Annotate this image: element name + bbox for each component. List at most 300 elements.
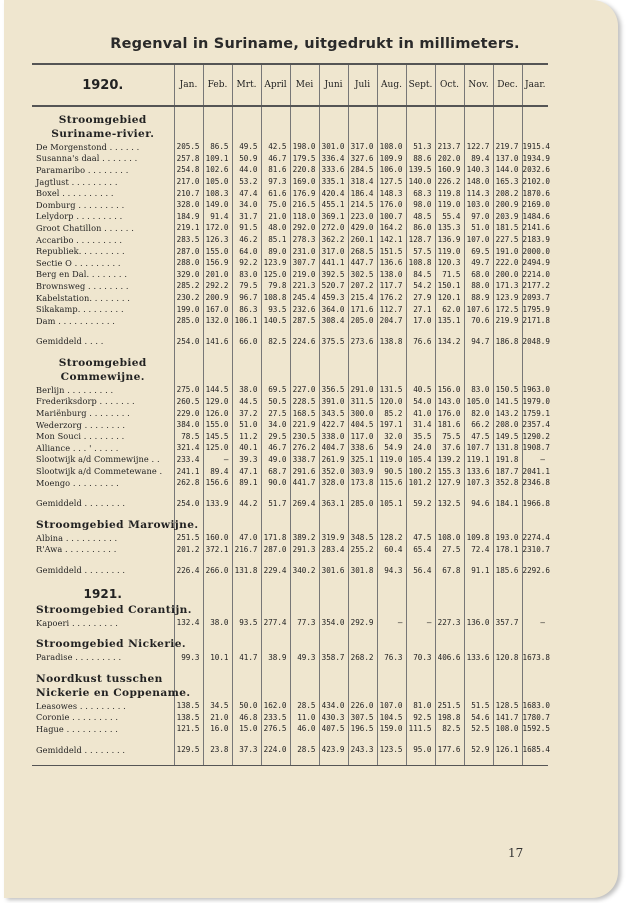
table-row-label: Mon Souci . . . . . . . . (36, 431, 125, 442)
month-header: Juli (348, 64, 377, 106)
table-cell: 277.4 (261, 617, 290, 629)
table-cell: 223.0 (348, 211, 377, 223)
table-row (32, 153, 548, 165)
table-cell: 129.0 (203, 396, 232, 408)
table-cell (435, 663, 464, 672)
table-row (32, 222, 548, 234)
table-cell (377, 113, 406, 127)
table-cell (203, 488, 232, 497)
table-cell (464, 555, 493, 564)
table-cell: 275.0 (174, 384, 203, 396)
table-cell (348, 509, 377, 518)
table-row-label: Sectie O . . . . . . . . . (36, 257, 121, 268)
table-cell (377, 735, 406, 744)
table-cell (464, 686, 493, 700)
table-cell: 79.8 (261, 280, 290, 292)
table-cell: 125.0 (203, 442, 232, 454)
table-cell (377, 370, 406, 384)
table-body (32, 106, 548, 766)
table-cell (348, 127, 377, 141)
table-cell: 49.3 (290, 651, 319, 663)
table-cell: 127.5 (377, 176, 406, 188)
table-cell: 420.4 (319, 187, 348, 199)
table-cell: 221.3 (290, 280, 319, 292)
table-cell: 362.2 (319, 234, 348, 246)
table-row (32, 234, 548, 246)
table-cell: 21.0 (203, 712, 232, 724)
table-row (32, 141, 548, 153)
table-cell: 208.0 (493, 419, 522, 431)
table-cell (174, 113, 203, 127)
table-cell: 261.9 (319, 454, 348, 466)
table-cell: 115.6 (377, 477, 406, 489)
table-cell: 283.5 (174, 234, 203, 246)
table-cell: 27.9 (406, 292, 435, 304)
table-cell (493, 637, 522, 651)
table-cell: 406.6 (435, 651, 464, 663)
table-cell: 389.2 (290, 532, 319, 544)
section-heading (32, 356, 548, 370)
table-cell (319, 327, 348, 336)
table-cell (203, 370, 232, 384)
table-cell: 441.1 (319, 257, 348, 269)
table-cell: 133.9 (203, 497, 232, 509)
table-row (32, 280, 548, 292)
month-header: Oct. (435, 64, 464, 106)
table-cell: 268.2 (348, 651, 377, 663)
table-cell: 1759.1 (522, 408, 550, 418)
table-cell (261, 637, 290, 651)
table-cell: 62.0 (435, 303, 464, 315)
table-cell: 97.3 (261, 176, 290, 188)
table-cell: 191.8 (493, 454, 522, 466)
table-cell: 1673.8 (522, 652, 550, 662)
table-cell: 105.4 (406, 454, 435, 466)
table-row (32, 544, 548, 556)
table-cell: 117.7 (377, 280, 406, 292)
table-cell: 2183.9 (522, 235, 550, 245)
table-cell: 336.4 (319, 153, 348, 165)
table-row (32, 164, 548, 176)
table-cell: 227.5 (493, 234, 522, 246)
table-cell (319, 603, 348, 617)
table-cell: 129.5 (174, 744, 203, 756)
table-cell: 91.5 (232, 222, 261, 234)
table-cell (522, 672, 548, 686)
table-cell (203, 755, 232, 766)
table-cell: 52.5 (464, 723, 493, 735)
table-cell: 140.3 (464, 164, 493, 176)
table-cell (493, 603, 522, 617)
table-cell: 128.7 (406, 234, 435, 246)
table-cell: 224.6 (290, 336, 319, 348)
table-cell: 89.0 (261, 245, 290, 257)
table-cell: 92.5 (406, 712, 435, 724)
table-cell (464, 663, 493, 672)
table-cell (493, 672, 522, 686)
table-cell (377, 555, 406, 564)
table-row-label: Paramaribo . . . . . . . . (36, 164, 129, 175)
table-cell (232, 518, 261, 532)
table-cell (203, 663, 232, 672)
table-cell: 68.0 (464, 269, 493, 281)
table-cell: 357.7 (493, 617, 522, 629)
table-cell (435, 347, 464, 356)
table-cell (261, 628, 290, 637)
table-cell (464, 509, 493, 518)
table-cell (261, 509, 290, 518)
table-cell: 141.7 (493, 712, 522, 724)
table-cell: 125.0 (261, 269, 290, 281)
table-cell: 46.7 (261, 442, 290, 454)
month-header: Nov. (464, 64, 493, 106)
table-cell (232, 347, 261, 356)
table-cell: 61.6 (261, 187, 290, 199)
table-row (32, 419, 548, 431)
table-cell: 302.5 (348, 269, 377, 281)
table-cell (493, 663, 522, 672)
table-cell: 65.4 (406, 544, 435, 556)
table-cell: 151.5 (377, 245, 406, 257)
table-cell: 171.6 (348, 303, 377, 315)
table-row (32, 617, 548, 629)
table-cell (377, 347, 406, 356)
table-row (32, 199, 548, 211)
spacer-row-label (32, 576, 174, 585)
table-cell (290, 686, 319, 700)
table-cell: 199.0 (174, 303, 203, 315)
table-cell: 148.0 (464, 176, 493, 188)
table-cell: 441.7 (290, 477, 319, 489)
table-cell (203, 113, 232, 127)
table-cell: 70.3 (406, 651, 435, 663)
table-cell (406, 106, 435, 113)
spacer-row (32, 628, 548, 637)
table-cell: 121.5 (174, 723, 203, 735)
table-cell: 284.5 (348, 164, 377, 176)
table-cell: 88.9 (464, 292, 493, 304)
table-cell: 76.6 (406, 336, 435, 348)
table-cell: 291.3 (290, 544, 319, 556)
table-cell: 94.7 (464, 336, 493, 348)
table-cell (232, 628, 261, 637)
table-cell: 138.8 (377, 336, 406, 348)
table-cell: 219.9 (493, 315, 522, 327)
table-cell (174, 585, 203, 603)
table-cell: 321.4 (174, 442, 203, 454)
table-cell: 176.9 (290, 187, 319, 199)
table-cell (203, 628, 232, 637)
table-cell: 186.4 (348, 187, 377, 199)
table-cell: 68.7 (261, 465, 290, 477)
table-cell (435, 509, 464, 518)
table-cell: 133.6 (464, 651, 493, 663)
table-cell: 126.1 (493, 744, 522, 756)
table-cell: 89.4 (203, 465, 232, 477)
table-cell (261, 603, 290, 617)
table-cell: 108.3 (203, 187, 232, 199)
table-cell: 2102.0 (522, 177, 550, 187)
table-cell: 2169.0 (522, 200, 550, 210)
table-cell (261, 327, 290, 336)
table-cell: 143.2 (493, 407, 522, 419)
table-cell: 38.0 (232, 384, 261, 396)
table-cell (348, 106, 377, 113)
table-cell (377, 755, 406, 766)
average-row-label: Gemiddeld . . . . . . . . (36, 565, 126, 576)
table-cell: 2048.9 (522, 336, 550, 346)
table-cell (493, 686, 522, 700)
table-cell: 16.0 (203, 723, 232, 735)
table-cell: 106.1 (232, 315, 261, 327)
table-cell: 447.7 (348, 257, 377, 269)
table-cell: 114.3 (464, 187, 493, 199)
table-cell: 66.2 (464, 419, 493, 431)
spacer-row (32, 106, 548, 113)
table-cell: 200.9 (493, 199, 522, 211)
table-cell: 107.3 (464, 477, 493, 489)
table-cell: 108.0 (377, 141, 406, 153)
table-cell: 1979.0 (522, 396, 550, 406)
table-cell: 119.0 (435, 199, 464, 211)
table-cell (435, 672, 464, 686)
table-cell (493, 347, 522, 356)
table-cell (290, 637, 319, 651)
table-cell: 120.1 (435, 292, 464, 304)
table-cell: 216.7 (232, 544, 261, 556)
table-cell: 41.7 (232, 651, 261, 663)
table-cell (290, 127, 319, 141)
table-cell: 300.0 (348, 407, 377, 419)
table-cell: 119.8 (435, 187, 464, 199)
table-cell: 148.3 (377, 187, 406, 199)
table-cell: 105.1 (377, 497, 406, 509)
table-cell: 88.6 (406, 153, 435, 165)
table-cell: 31.7 (232, 211, 261, 223)
table-cell (464, 735, 493, 744)
section-heading (32, 686, 548, 700)
table-cell (406, 518, 435, 532)
table-cell: 34.0 (261, 419, 290, 431)
table-cell (319, 127, 348, 141)
table-cell (493, 488, 522, 497)
table-cell: 213.7 (435, 141, 464, 153)
table-cell: 140.0 (406, 176, 435, 188)
table-cell: 29.5 (261, 430, 290, 442)
table-cell: 164.2 (377, 222, 406, 234)
table-cell (522, 755, 548, 766)
table-row-label: Frederiksdorp . . . . . . . (36, 396, 135, 407)
table-cell: 106.0 (377, 164, 406, 176)
table-cell: 49.0 (261, 454, 290, 466)
table-cell: 198.0 (290, 141, 319, 153)
table-cell: 44.0 (232, 164, 261, 176)
table-cell: 137.0 (493, 153, 522, 165)
table-cell: 88.0 (464, 280, 493, 292)
table-cell: 51.5 (464, 700, 493, 712)
table-cell (232, 356, 261, 370)
table-cell: 317.0 (319, 245, 348, 257)
section-heading-label: Nickerie en Coppename. (36, 687, 191, 699)
table-cell: 138.0 (377, 269, 406, 281)
table-cell: 120.3 (435, 257, 464, 269)
table-cell: 150.5 (493, 384, 522, 396)
spacer-row-label (32, 327, 174, 336)
table-cell (493, 509, 522, 518)
table-cell: 54.9 (377, 442, 406, 454)
table-cell: 285.0 (174, 315, 203, 327)
table-cell: 82.5 (261, 336, 290, 348)
table-cell: 71.5 (435, 269, 464, 281)
table-cell: 230.2 (174, 292, 203, 304)
table-cell (203, 585, 232, 603)
table-cell: 38.9 (261, 651, 290, 663)
spacer-row (32, 576, 548, 585)
table-row-label: Lelydorp . . . . . . . . . (36, 211, 123, 222)
table-cell: 60.4 (377, 544, 406, 556)
table-cell: 172.5 (493, 303, 522, 315)
table-cell: 55.4 (435, 211, 464, 223)
table-cell (203, 637, 232, 651)
table-cell (232, 576, 261, 585)
table-cell: 364.0 (319, 303, 348, 315)
table-cell: 107.6 (464, 303, 493, 315)
table-cell: 303.9 (348, 465, 377, 477)
table-cell: 46.8 (232, 712, 261, 724)
table-cell: 90.5 (377, 465, 406, 477)
section-heading (32, 672, 548, 686)
table-cell: 214.5 (348, 199, 377, 211)
table-cell (348, 370, 377, 384)
table-cell: 94.3 (377, 564, 406, 576)
table-cell (232, 127, 261, 141)
table-cell (522, 603, 548, 617)
table-cell: 307.7 (290, 257, 319, 269)
table-cell: 165.3 (493, 176, 522, 188)
table-cell: 205.0 (348, 315, 377, 327)
table-cell (377, 663, 406, 672)
table-cell: 226.4 (174, 564, 203, 576)
table-cell (261, 370, 290, 384)
table-cell (174, 663, 203, 672)
page-number: 17 (508, 846, 524, 860)
table-cell (174, 672, 203, 686)
table-cell: 159.0 (377, 723, 406, 735)
table-cell (174, 106, 203, 113)
table-cell (522, 518, 548, 532)
table-cell: 31.4 (406, 419, 435, 431)
table-cell (261, 127, 290, 141)
table-cell: 141.5 (493, 396, 522, 408)
table-cell (261, 555, 290, 564)
table-cell: 75.5 (435, 430, 464, 442)
year-heading-label: 1921. (83, 586, 122, 601)
table-cell: 144.0 (493, 164, 522, 176)
table-cell (348, 686, 377, 700)
table-cell: 81.0 (406, 700, 435, 712)
spacer-row-label (32, 488, 174, 497)
table-cell: 285.0 (348, 497, 377, 509)
table-cell: — (203, 454, 232, 466)
average-row (32, 564, 548, 576)
table-cell: 2093.7 (522, 293, 550, 303)
table-cell: 2357.4 (522, 420, 550, 430)
table-cell (406, 663, 435, 672)
table-cell: 226.0 (348, 700, 377, 712)
table-cell: 132.4 (174, 617, 203, 629)
table-cell (406, 576, 435, 585)
average-row (32, 336, 548, 348)
table-cell: 178.1 (493, 544, 522, 556)
table-cell (493, 127, 522, 141)
table-cell (232, 327, 261, 336)
table-cell: 272.0 (319, 222, 348, 234)
table-cell: 81.6 (261, 164, 290, 176)
table-row-label: Hague . . . . . . . . . . (36, 723, 118, 734)
table-cell: 96.7 (232, 292, 261, 304)
table-cell: 181.6 (435, 419, 464, 431)
table-cell (522, 370, 548, 384)
table-cell: 100.2 (406, 465, 435, 477)
table-row (32, 407, 548, 419)
table-cell (348, 637, 377, 651)
table-cell: 184.9 (174, 211, 203, 223)
table-row (32, 532, 548, 544)
table-cell: 176.2 (377, 292, 406, 304)
table-cell (464, 576, 493, 585)
table-cell: 177.6 (435, 744, 464, 756)
table-cell: 254.0 (174, 336, 203, 348)
table-cell: 338.7 (290, 454, 319, 466)
table-cell: 143.0 (435, 396, 464, 408)
table-cell (522, 576, 548, 585)
table-row (32, 187, 548, 199)
table-cell: 269.4 (290, 497, 319, 509)
table-cell (319, 106, 348, 113)
table-cell (435, 106, 464, 113)
table-cell: 139.5 (406, 164, 435, 176)
table-cell: 205.5 (174, 141, 203, 153)
table-cell (319, 356, 348, 370)
table-cell: 136.0 (464, 617, 493, 629)
table-row (32, 465, 548, 477)
table-cell: 292.0 (290, 222, 319, 234)
table-cell: 229.0 (174, 407, 203, 419)
section-heading-label: Stroomgebied Corantijn. (36, 603, 192, 616)
table-cell (319, 555, 348, 564)
table-cell: — (522, 617, 548, 629)
table-cell: 455.1 (319, 199, 348, 211)
table-cell: 69.5 (261, 384, 290, 396)
average-row-label: Gemiddeld . . . . (36, 336, 104, 347)
table-cell: — (377, 617, 406, 629)
table-cell: 422.7 (319, 419, 348, 431)
table-cell (493, 628, 522, 637)
table-cell (348, 755, 377, 766)
table-cell: 131.8 (232, 564, 261, 576)
table-cell: 169.0 (290, 176, 319, 188)
table-cell: 27.1 (406, 303, 435, 315)
table-cell: 308.4 (319, 315, 348, 327)
table-cell: 423.9 (319, 744, 348, 756)
table-cell (290, 735, 319, 744)
table-cell (522, 686, 548, 700)
table-cell (435, 603, 464, 617)
table-cell (290, 585, 319, 603)
table-cell: 79.5 (232, 280, 261, 292)
table-cell (232, 672, 261, 686)
table-cell: 392.5 (319, 269, 348, 281)
